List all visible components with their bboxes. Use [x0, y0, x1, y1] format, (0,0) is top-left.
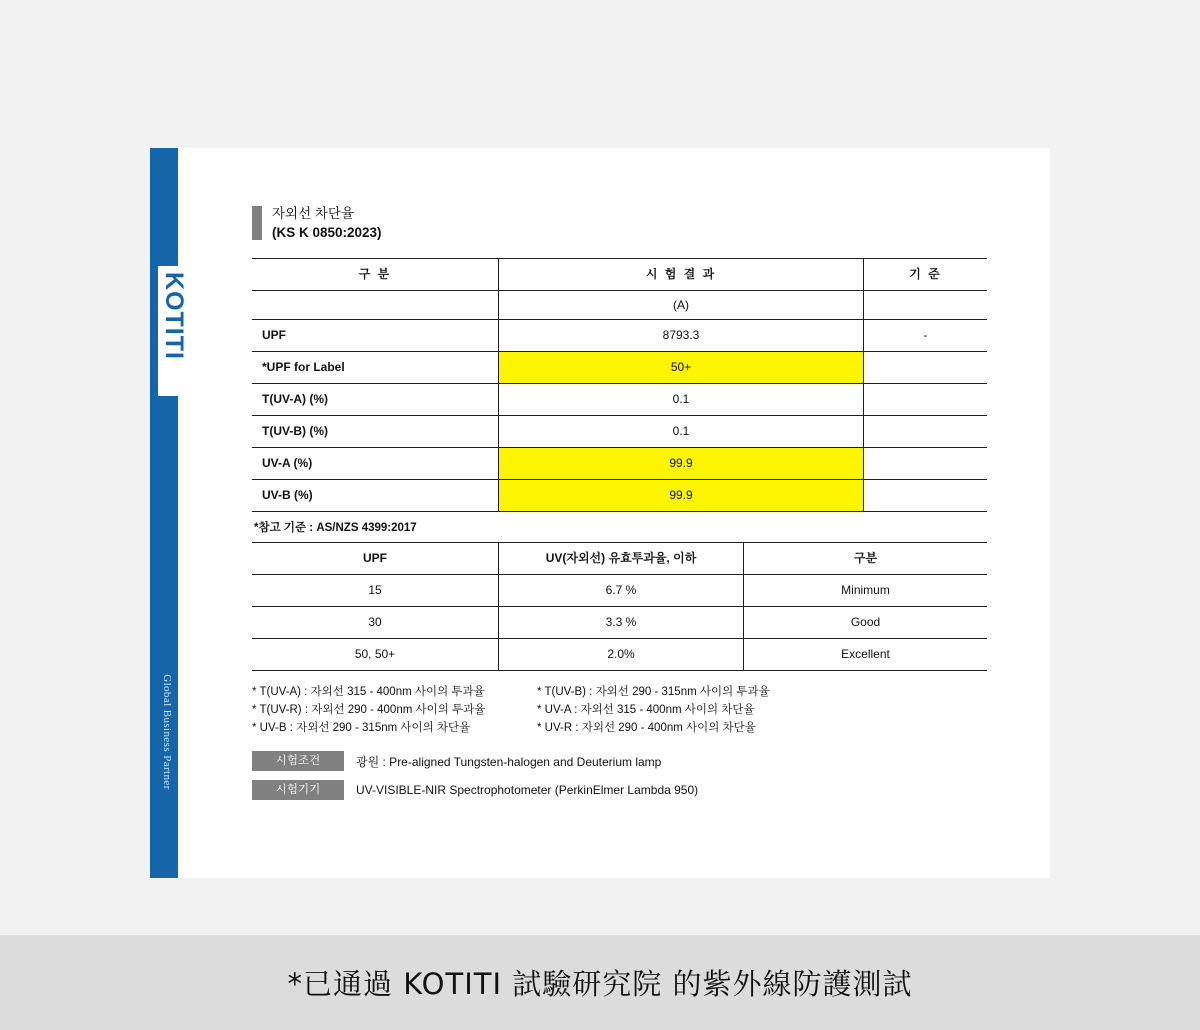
report-content	[252, 204, 987, 809]
table-row	[252, 416, 987, 448]
sample-label: (A)	[498, 291, 864, 319]
table-row	[252, 575, 987, 607]
table-row	[252, 639, 987, 671]
table-row	[252, 448, 987, 480]
row-name: UV-B (%)	[262, 488, 313, 502]
reference-rating: Minimum	[841, 583, 890, 597]
heading-text	[272, 204, 382, 242]
footnote-left: * UV-B : 자외선 290 - 315nm 사이의 차단율	[252, 722, 471, 734]
heading-line-2: (KS K 0850:2023)	[272, 225, 382, 240]
brand-tagline: Global Business Partner	[161, 674, 173, 790]
sample-label-blank-left	[252, 291, 498, 319]
row-value: 99.9	[498, 448, 864, 479]
table-row	[252, 320, 987, 352]
footnote-right: * UV-R : 자외선 290 - 400nm 사이의 차단율	[537, 722, 756, 734]
row-name: UPF	[262, 328, 286, 342]
condition-tag: 시험기기	[252, 780, 344, 800]
document-sheet	[150, 148, 1050, 878]
condition-row	[252, 751, 987, 771]
caption-text: *已通過 KOTITI 試驗研究院 的紫外線防護測試	[287, 967, 913, 1001]
footnotes	[252, 683, 987, 737]
reference-upf: 50, 50+	[354, 647, 396, 661]
row-name: UV-A (%)	[262, 456, 313, 470]
reference-table	[252, 542, 987, 671]
result-header-category: 구 분	[358, 267, 392, 281]
table-row	[252, 352, 987, 384]
row-name: *UPF for Label	[262, 360, 345, 374]
reference-rating: Good	[850, 615, 881, 629]
reference-header-upf: UPF	[363, 551, 387, 565]
sample-label-row	[252, 291, 987, 320]
condition-tag: 시험조건	[252, 751, 344, 771]
table-row	[252, 384, 987, 416]
result-header-standard: 기 준	[909, 267, 942, 281]
row-value: 8793.3	[498, 320, 864, 351]
condition-text: 광원 : Pre-aligned Tungsten-halogen and Deuterium lamp	[356, 754, 662, 769]
row-value: 0.1	[498, 416, 864, 447]
footnote-line	[252, 683, 987, 701]
footnote-left: * T(UV-A) : 자외선 315 - 400nm 사이의 투과율	[252, 686, 485, 698]
result-table	[252, 258, 987, 512]
caption-bar	[0, 935, 1200, 1030]
reference-standard-note: *참고 기준 : AS/NZS 4399:2017	[254, 522, 417, 534]
reference-header-transmittance: UV(자외선) 유효투과율, 이하	[498, 543, 744, 574]
row-value: 99.9	[498, 480, 864, 511]
row-standard	[864, 352, 987, 383]
table-row	[252, 480, 987, 512]
heading-line-1: 자외선 차단율	[272, 206, 354, 221]
row-standard	[864, 480, 987, 511]
row-standard	[864, 448, 987, 479]
footnote-left: * T(UV-R) : 자외선 290 - 400nm 사이의 투과율	[252, 704, 486, 716]
reference-table-header-row	[252, 542, 987, 575]
row-name: T(UV-B) (%)	[262, 424, 328, 438]
kotiti-logo: KOTITI	[160, 272, 188, 360]
condition-row	[252, 780, 987, 800]
brand-spine	[150, 148, 188, 878]
row-standard: -	[923, 328, 928, 342]
reference-header-rating: 구분	[853, 551, 878, 565]
result-header-value: 시 험 결 과	[498, 259, 864, 290]
footnote-line	[252, 719, 987, 737]
reference-transmittance: 2.0%	[498, 639, 744, 670]
result-table-header-row	[252, 258, 987, 291]
section-heading	[252, 204, 987, 242]
row-standard	[864, 416, 987, 447]
footnote-line	[252, 701, 987, 719]
reference-rating: Excellent	[841, 647, 890, 661]
reference-upf: 15	[368, 583, 382, 597]
row-value: 50+	[498, 352, 864, 383]
row-value: 0.1	[498, 384, 864, 415]
footnote-right: * UV-A : 자외선 315 - 400nm 사이의 차단율	[537, 704, 755, 716]
sample-label-blank-right	[864, 291, 987, 319]
test-conditions	[252, 751, 987, 800]
reference-upf: 30	[368, 615, 382, 629]
heading-accent-bar	[252, 206, 262, 240]
reference-transmittance: 3.3 %	[498, 607, 744, 638]
row-name: T(UV-A) (%)	[262, 392, 328, 406]
row-standard	[864, 384, 987, 415]
reference-transmittance: 6.7 %	[498, 575, 744, 606]
table-row	[252, 607, 987, 639]
footnote-right: * T(UV-B) : 자외선 290 - 315nm 사이의 투과율	[537, 686, 770, 698]
condition-text: UV-VISIBLE-NIR Spectrophotometer (PerkinElmer Lambda 950)	[356, 783, 699, 797]
